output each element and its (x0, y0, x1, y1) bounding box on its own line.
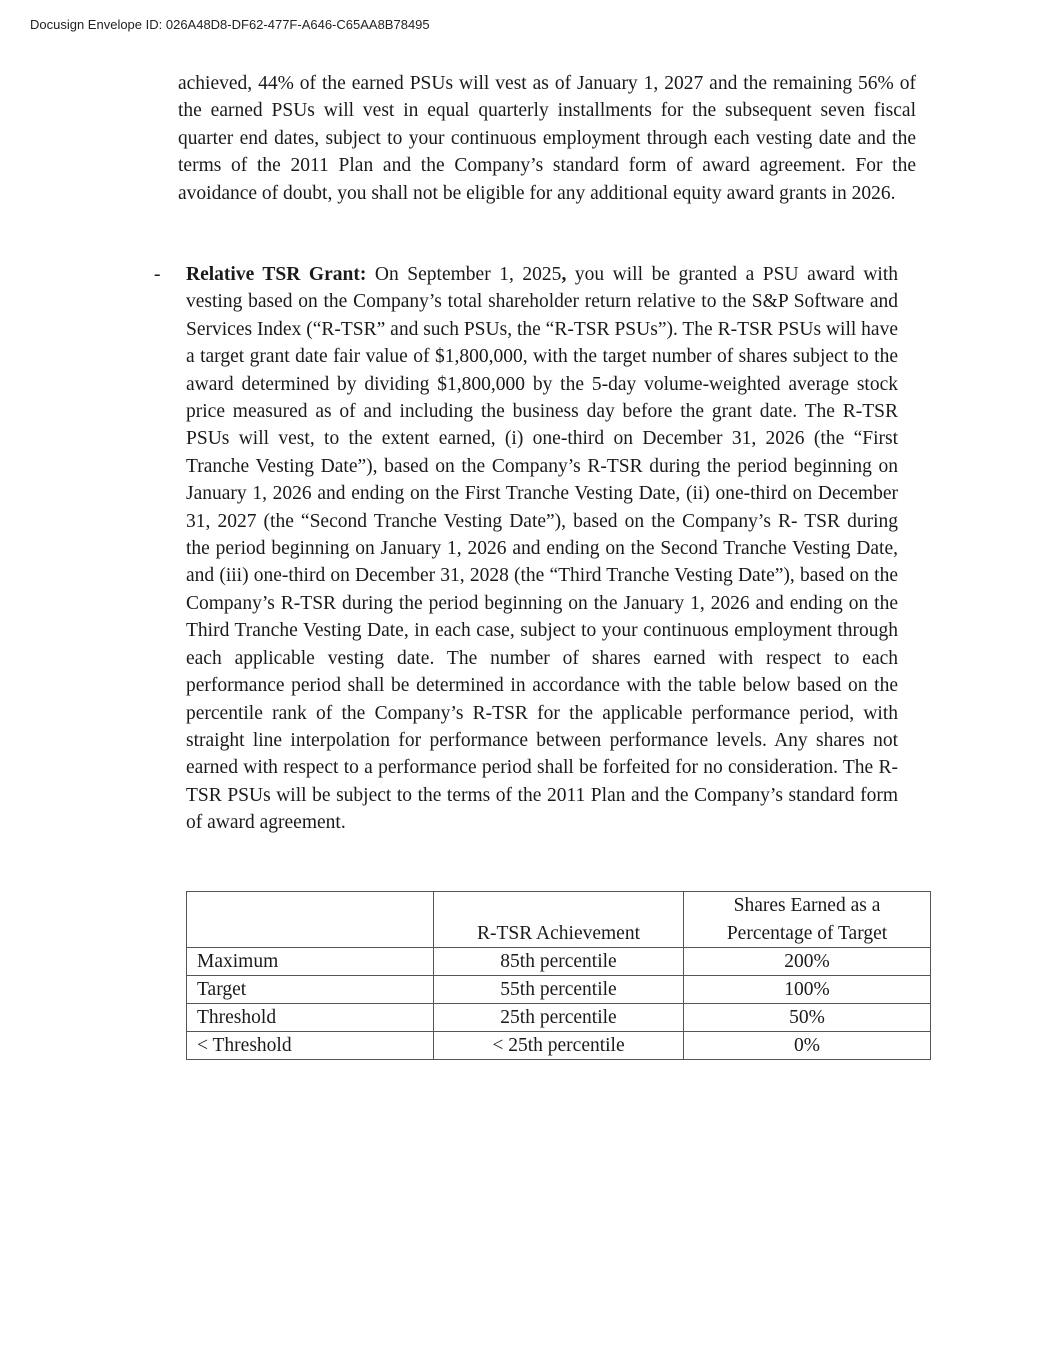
header-shares-earned-line1: Shares Earned as a (733, 895, 881, 916)
table-row (187, 948, 931, 976)
row-achievement: 85th percentile (434, 948, 684, 976)
docusign-envelope-id: Docusign Envelope ID: 026A48D8-DF62-477F-A646-C65AA8B78495 (30, 17, 430, 32)
row-shares: 0% (684, 1032, 931, 1060)
row-shares: 50% (684, 1004, 931, 1032)
header-level (187, 892, 434, 948)
row-level: Threshold (187, 1004, 434, 1032)
tsr-body-text: you will be granted a PSU award with vesting based on the Company’s total shareholder return relative to the S&P Software and Services Index (“R-TSR” and such PSUs, the “R-TSR PSUs”). The R-TSR PSUs will have a target grant date fair value of $1,800,000, with the target number of shares subject to the award determined by dividing $1,800,000 by the 5-day volume-weighted average stock price measured as of and including the business day before the grant date. The R-TSR PSUs will vest, to the extent earned, (i) one-third on December 31, 2026 (the “First Tranche Vesting Date”), based on the Company’s R-TSR during the period beginning on January 1, 2026 and ending on the First Tranche Vesting Date, (ii) one-third on December 31, 2027 (the “Second Tranche Vesting Date”), based on the Company’s R- TSR during the period beginning on January 1, 2026 and ending on the Second Tranche Vesting Date, and (iii) one-third on December 31, 2028 (the “Third Tranche Vesting Date”), based on the Company’s R-TSR during the period beginning on the January 1, 2026 and ending on the Third Tranche Vesting Date, in each case, subject to your continuous employment through each applicable vesting date. The number of shares earned with respect to each performance period shall be determined in accordance with the table below based on the percentile rank of the Company’s R-TSR for the applicable performance period, with straight line interpolation for performance between performance levels. Any shares not earned with respect to a performance period shall be forfeited for no consideration. The R-TSR PSUs will be subject to the terms of the 2011 Plan and the Company’s standard form of award agreement. (186, 264, 898, 834)
row-achievement: 55th percentile (434, 976, 684, 1004)
header-achievement: R-TSR Achievement (434, 892, 684, 948)
header-shares-earned-line2: Percentage of Target (726, 922, 888, 944)
row-shares: 100% (684, 976, 931, 1004)
row-level: Maximum (187, 948, 434, 976)
relative-tsr-grant-heading: Relative TSR Grant: (186, 264, 367, 285)
vesting-continuation-paragraph: achieved, 44% of the earned PSUs will vest as of January 1, 2027 and the remaining 56% of the earned PSUs will vest in equal quarterly installments for the subsequent seven fiscal quarter end dates, subject to your continuous employment through each vesting date and the terms of the 2011 Plan and the Company’s standard form of award agreement. For the avoidance of doubt, you shall not be eligible for any additional equity award grants in 2026. (178, 73, 916, 204)
table-header-row (187, 892, 931, 948)
row-shares: 200% (684, 948, 931, 976)
table-row (187, 1032, 931, 1060)
row-achievement: < 25th percentile (434, 1032, 684, 1060)
list-bullet: - (154, 264, 161, 285)
row-level: Target (187, 976, 434, 1004)
rtsr-achievement-table (186, 891, 931, 1060)
row-level: < Threshold (187, 1032, 434, 1060)
row-achievement: 25th percentile (434, 1004, 684, 1032)
tsr-body-bold-comma: , (561, 264, 567, 285)
relative-tsr-grant-paragraph (186, 261, 898, 837)
table-row (187, 976, 931, 1004)
table-row (187, 1004, 931, 1032)
tsr-body-intro: On September 1, 2025 (366, 264, 562, 285)
header-shares-earned (684, 892, 931, 948)
